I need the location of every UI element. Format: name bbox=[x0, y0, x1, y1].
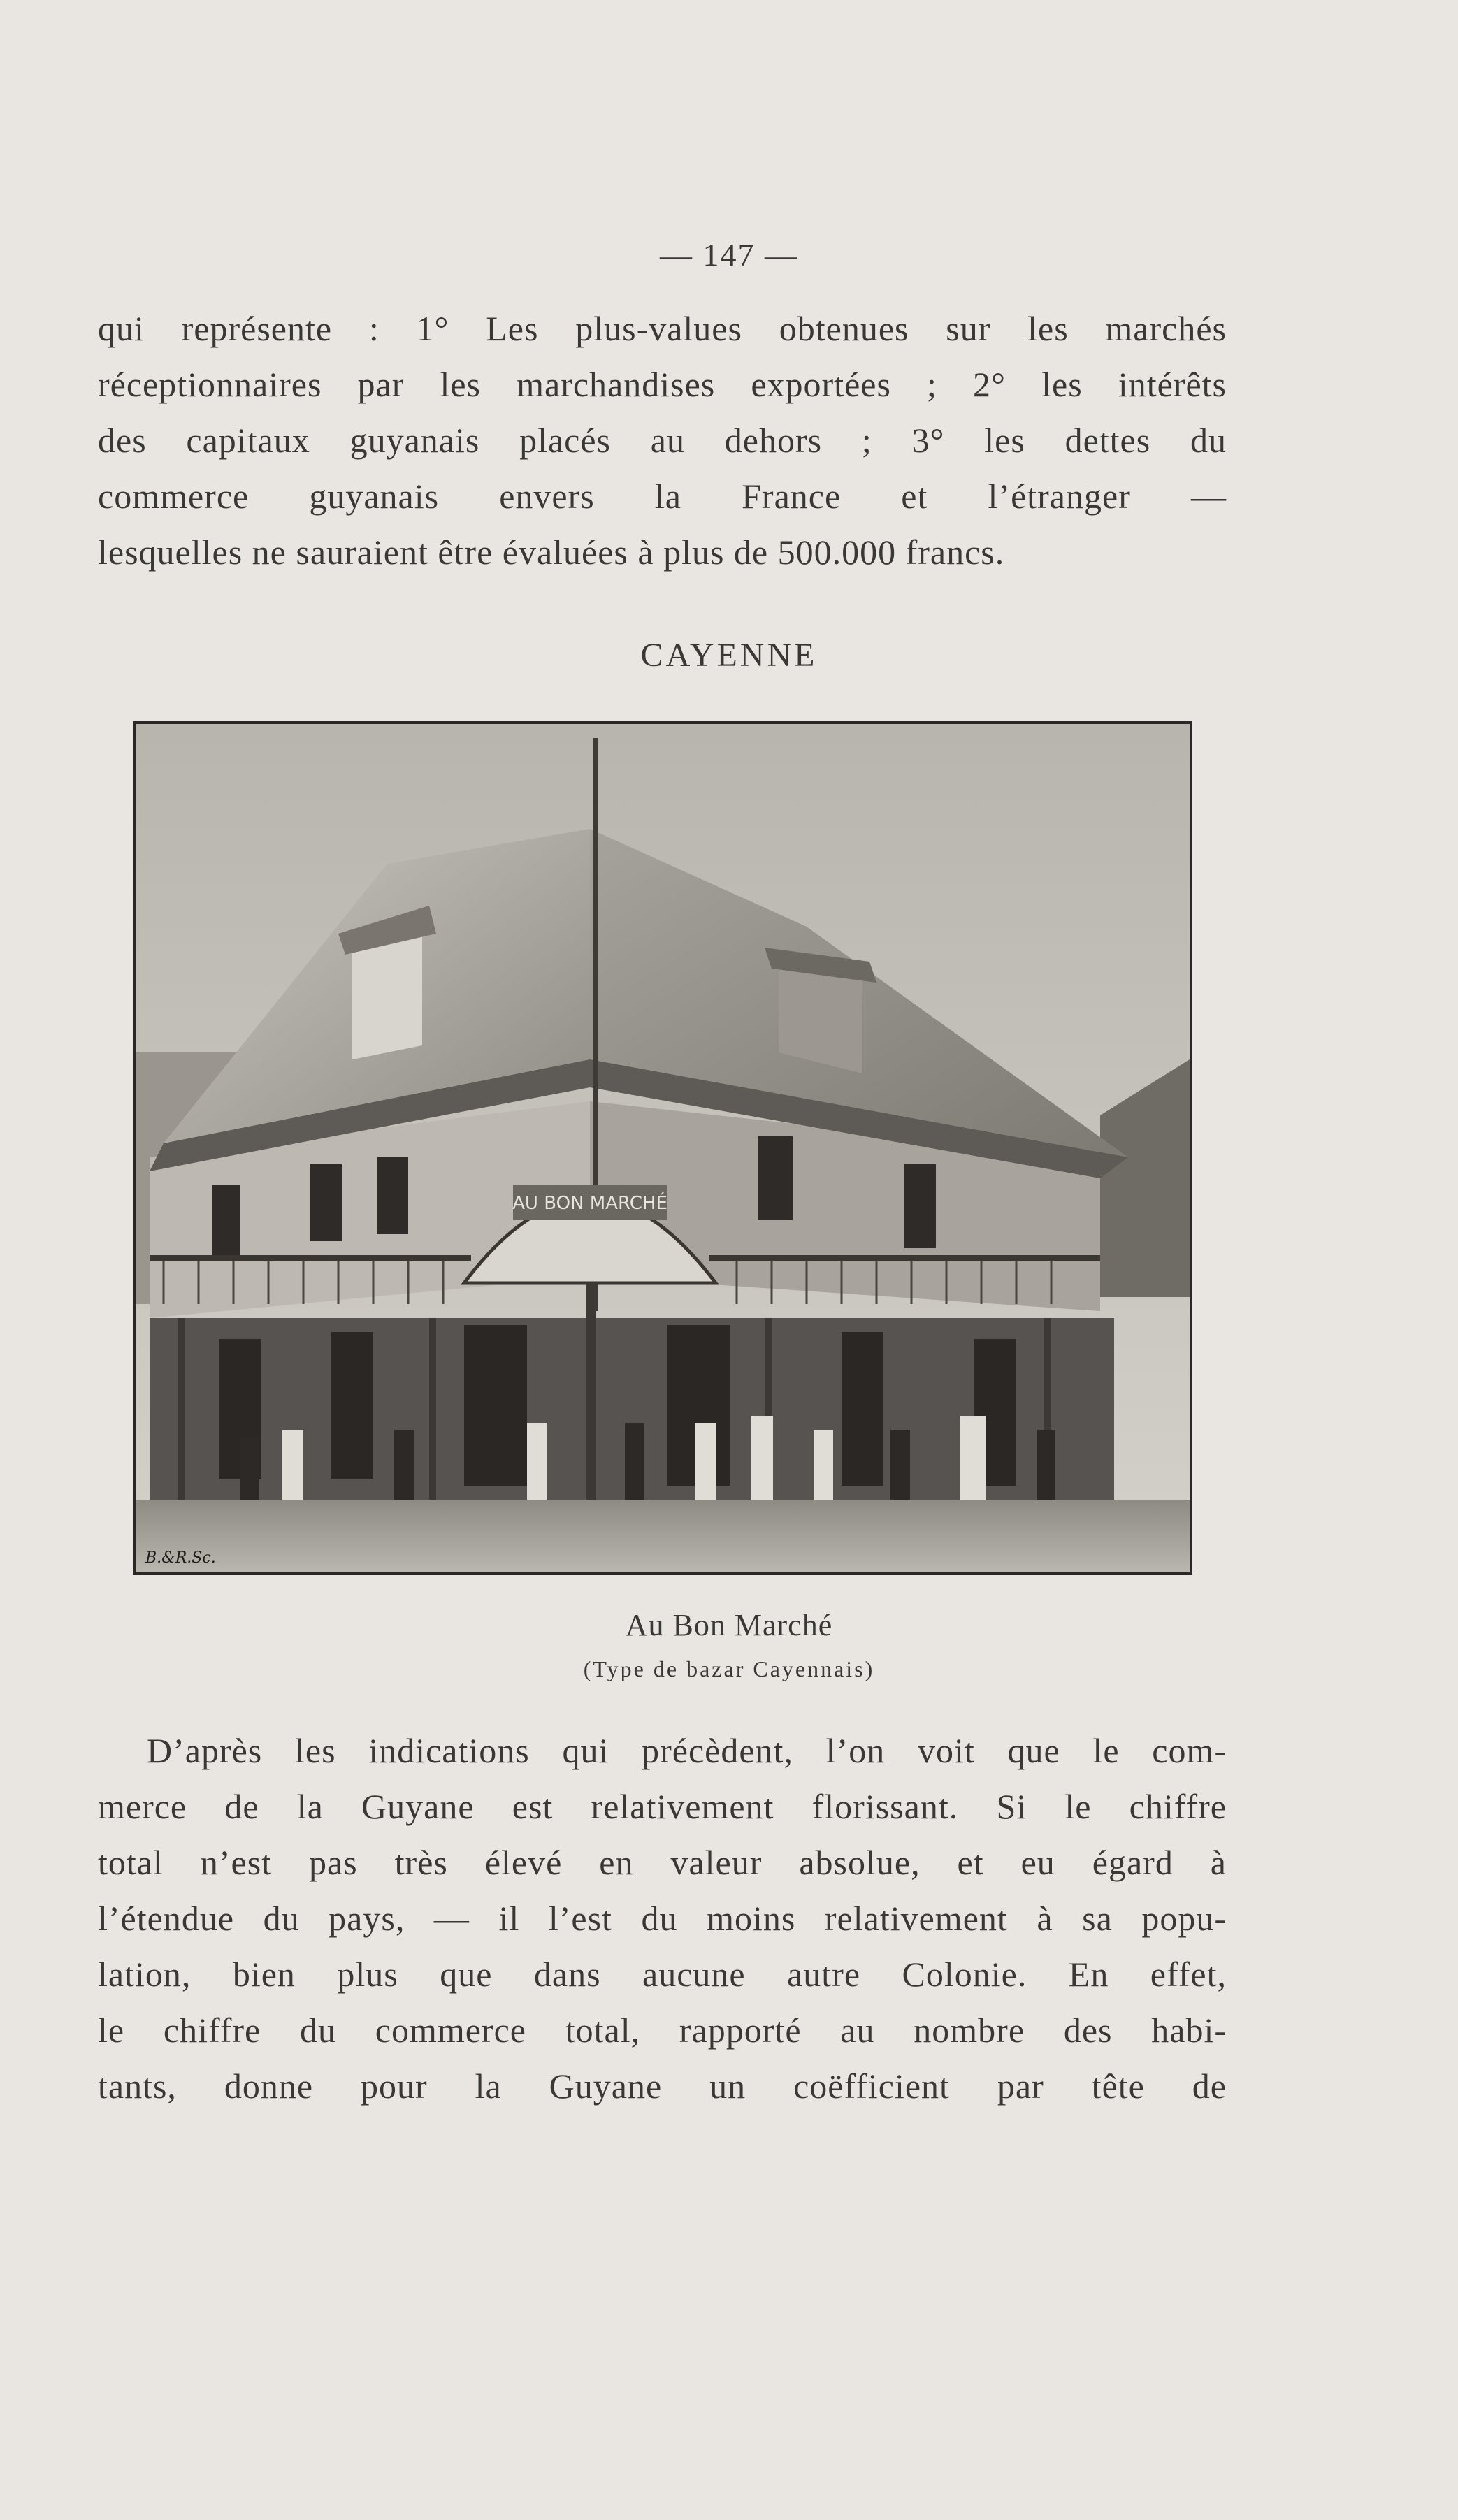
text-line: total n’est pas très élevé en valeur absolue, et eu égard à bbox=[98, 1843, 1227, 1882]
text-line: D’après les indications qui précèdent, l’on voit que le com- bbox=[147, 1731, 1227, 1770]
text-line: lesquelles ne sauraient être évaluées à plus de 500.000 francs. bbox=[98, 533, 1005, 572]
text-line: réceptionnaires par les marchandises exportées ; 2° les intérêts bbox=[98, 365, 1227, 404]
text-line: l’étendue du pays, — il l’est du moins relativement à sa popu- bbox=[98, 1899, 1227, 1938]
text-line: tants, donne pour la Guyane un coëfficient par tête de bbox=[98, 2066, 1227, 2106]
text-line: qui représente : 1° Les plus-values obtenues sur les marchés bbox=[98, 309, 1227, 348]
text-line: le chiffre du commerce total, rapporté au nombre des habi- bbox=[98, 2011, 1227, 2050]
text-line: merce de la Guyane est relativement florissant. Si le chiffre bbox=[98, 1787, 1227, 1826]
photograph-bon-marche bbox=[133, 721, 1192, 1575]
engraver-credit: B.&R.Sc. bbox=[145, 1549, 216, 1567]
text-line: des capitaux guyanais placés au dehors ; 3° les dettes du bbox=[98, 421, 1227, 460]
shop-sign: AU BON MARCHÉ bbox=[512, 1193, 667, 1214]
page-number: — 147 — bbox=[660, 237, 798, 273]
paragraph-bottom bbox=[98, 1723, 1227, 2114]
text-line: lation, bien plus que dans aucune autre Colonie. En effet, bbox=[98, 1955, 1227, 1994]
photo-subcaption: (Type de bazar Cayennais) bbox=[583, 1656, 875, 1681]
section-title: CAYENNE bbox=[640, 637, 818, 674]
text-line: commerce guyanais envers la France et l’étranger — bbox=[98, 477, 1227, 516]
paragraph-top bbox=[98, 300, 1227, 580]
photo-caption: Au Bon Marché bbox=[625, 1608, 833, 1642]
